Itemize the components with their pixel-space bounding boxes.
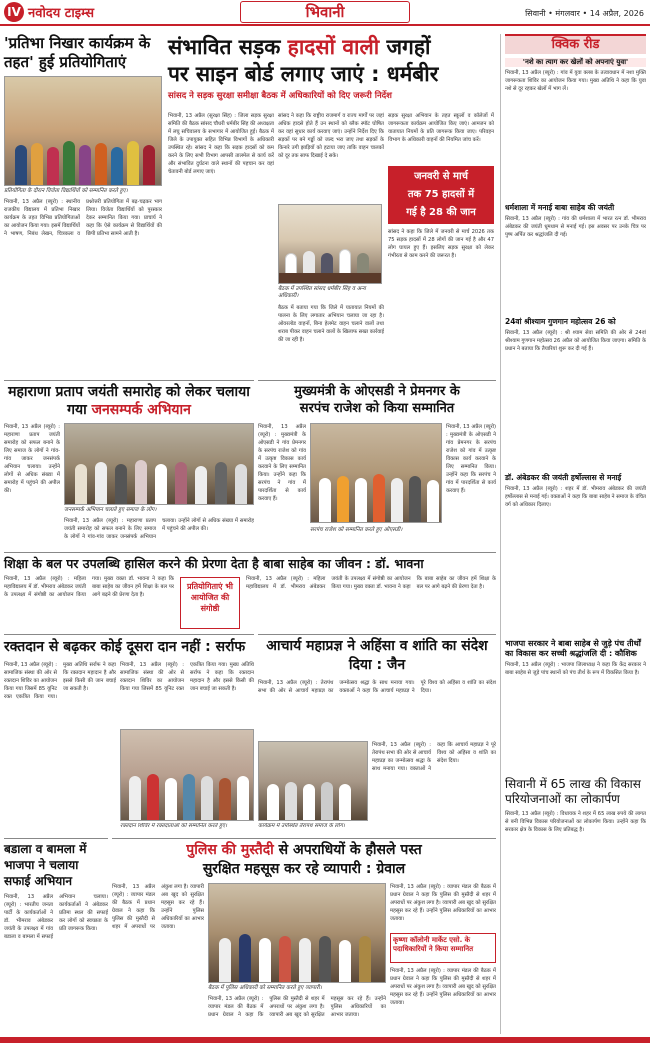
police-headline-a: से अपराधियों के हौसले पस्त: [278, 842, 422, 858]
top-headline-highlight: हादसों वाली: [287, 35, 380, 59]
page-footer-bar: [0, 1037, 650, 1043]
stat-box-line3: गई है 28 की जान: [406, 207, 476, 218]
top-story-caption: बैठक में उपस्थित सांसद धर्मबीर सिंह व अन्य अधिकारी।: [278, 286, 366, 299]
acharya-photo: [258, 741, 368, 821]
maharana-body-2: भिवानी, 13 अप्रैल (ब्यूरो) : महाराणा प्रताप जयंती समारोह को सफल बनाने के लिए समाज के लोगों ने गांव-गांव जाकर जनसंपर्क अभियान चलाया। उन्होंने लोगों से अधिक संख्या में समारोह में पहुंचने की अपील की।: [64, 518, 254, 540]
left-story-body: भिवानी, 13 अप्रैल (ब्यूरो) : स्थानीय राजकीय विद्यालय में प्रतिभा निखार कार्यक्रम के तहत विभिन्न प्रतियोगिताओं का आयोजन किया गया। इसमें विद्यार्थियों ने भाषण, निबंध लेखन, चित्रकला व प्रश्नोत्तरी प्रतियोगिता में बढ़-चढ़कर भाग लिया। विजेता विद्यार्थियों को पुरस्कार देकर सम्मानित किया गया। प्राचार्य ने कहा कि ऐसे कार्यक्रम से विद्यार्थियों की छिपी प्रतिभा सामने आती है।: [4, 199, 162, 237]
badla-body: भिवानी, 13 अप्रैल (ब्यूरो) : भारतीय जनता पार्टी के कार्यकर्ताओं ने डॉ. भीमराव अंबेडकर जयंती के उपलक्ष्य में गांव बडाला व बामला में सफाई अभियान चलाया। कार्यकर्ताओं ने अंबेडकर प्रतिमा स्थल की सफाई कर लोगों को स्वच्छता के प्रति जागरूक किया।: [4, 894, 108, 940]
cm-headline-b: सरपंच राजेश को किया सम्मानित: [299, 401, 455, 416]
top-headline-b: जगहों: [386, 35, 431, 59]
raktdaan-photo: [120, 729, 254, 821]
quick-read-item5-head: भाजपा सरकार ने बाबा साहेब से जुड़े पंच तीर्थों का विकास कर सच्ची श्रद्धांजलि दी : कौशिक: [505, 639, 641, 658]
shiksha-story: [4, 552, 496, 632]
cm-caption: सरपंच राजेश को सम्मानित करते हुए ओएसडी।: [310, 527, 403, 533]
cm-headline-a: मुख्यमंत्री के ओएसडी ने प्रेमनगर के: [294, 384, 460, 399]
shiksha-body-2: भिवानी, 13 अप्रैल (ब्यूरो) : महिला महाविद्यालय में डॉ. भीमराव अंबेडकर जयंती के उपलक्ष्य में संगोष्ठी का आयोजन किया गया। मुख्य वक्ता डॉ. भावना ने कहा कि बाबा साहेब का जीवन हमें शिक्षा के बल पर आगे बढ़ने की प्रेरणा देता है।: [246, 576, 496, 590]
cm-headline: [258, 383, 496, 417]
police-subhead: कृष्णा कॉलोनी मार्केट एसो. के पदाधिकारियों ने किया सम्मानित: [390, 933, 496, 963]
quick-read-item5-body: भिवानी, 13 अप्रैल (ब्यूरो) : भाजपा जिलाध्यक्ष ने कहा कि केंद्र सरकार ने बाबा साहेब से जुड़े पांच स्थानों को पंच तीर्थ के रूप में विकसित किया है।: [505, 662, 646, 676]
raktdaan-caption: रक्तदान शिविर में रक्तदाताओं को सम्मानित करते हुए।: [120, 823, 228, 829]
right-column: [500, 34, 646, 1034]
badla-story: [4, 838, 108, 1034]
top-story: [168, 34, 494, 374]
quick-read-item1-body: भिवानी, 13 अप्रैल (ब्यूरो) : गांव में युवा क्लब के तत्वावधान में नशा मुक्ति जागरूकता शिविर का आयोजन किया गया। मुख्य अतिथि ने कहा कि युवा नशे से दूर रहकर खेलों में भाग लें।: [505, 70, 646, 92]
acharya-body: भिवानी, 13 अप्रैल (ब्यूरो) : तेरापंथ सभा की ओर से आचार्य महाप्रज्ञ का जन्मोत्सव श्रद्धा के साथ मनाया गया। वक्ताओं ने कहा कि आचार्य महाप्रज्ञ ने पूरे विश्व को अहिंसा व शांति का संदेश दिया।: [258, 680, 496, 694]
badla-headline: बडाला व बामला में भाजपा ने चलाया सफाई अभियान: [4, 842, 87, 888]
stat-body: सांसद ने कहा कि जिले में जनवरी से मार्च 2026 तक 75 सड़क हादसों में 28 लोगों की जान गई है और 47 लोग घायल हुए हैं। इसलिए सड़क सुरक्षा को लेकर गंभीरता से काम करने की जरूरत है।: [388, 229, 494, 259]
maharana-photo: [64, 423, 254, 505]
police-body-2: भिवानी, 13 अप्रैल (ब्यूरो) : व्यापार मंडल की बैठक में प्रधान ग्रेवाल ने कहा कि पुलिस की मुस्तैदी से शहर में अपराधों पर अंकुश लगा है। व्यापारी अब खुद को सुरक्षित महसूस कर रहे हैं। उन्होंने पुलिस अधिकारियों का आभार जताया।: [208, 996, 386, 1018]
left-story-caption: प्रतियोगिता के दौरान विजेता विद्यार्थियों को सम्मानित करते हुए।: [4, 188, 128, 194]
police-headline-1: [112, 841, 496, 860]
left-story-headline: 'प्रतिभा निखार कार्यक्रम के तहत' हुई प्रतियोगिताएं: [4, 34, 151, 71]
maharana-caption: जनसम्पर्क अभियान चलाते हुए समाज के लोग।: [64, 507, 157, 513]
top-story-body-1: भिवानी, 13 अप्रैल (सुरक्षा सिंह) : जिला सड़क सुरक्षा समिति की बैठक सांसद चौधरी धर्मबीर सिंह की अध्यक्षता में लघु सचिवालय के सभागार में आयोजित हुई। बैठक में जिले के उपायुक्त सहित विभिन्न विभागों के अधिकारी उपस्थित रहे। सांसद ने कहा कि सड़क हादसों को कम करने के लिए सभी विभाग आपसी तालमेल से कार्य करें और संभावित दुर्घटना वाले स्थानों की पहचान कर वहां चेतावनी बोर्ड लगाए जाएं।: [168, 113, 274, 175]
quick-read-title: क्विक रीड: [505, 34, 646, 54]
left-story: [4, 34, 162, 374]
quick-read-item6-head: सिवानी में 65 लाख की विकास परियोजनाओं का लोकार्पण: [505, 777, 641, 806]
top-story-headline-2: पर साइन बोर्ड लगाए जाएं : धर्मबीर: [168, 62, 439, 86]
top-story-body-3: बैठक में बताया गया कि जिले में यातायात नियमों की पालना के लिए लगातार अभियान चलाया जा रहा है। ओवरलोड वाहनों, बिना हेलमेट वाहन चलाने वालों तथा शराब पीकर वाहन चलाने वालों के खिलाफ सख्त कार्रवाई की जा रही है।: [278, 305, 384, 343]
police-body-3: भिवानी, 13 अप्रैल (ब्यूरो) : व्यापार मंडल की बैठक में प्रधान ग्रेवाल ने कहा कि पुलिस की मुस्तैदी से शहर में अपराधों पर अंकुश लगा है। व्यापारी अब खुद को सुरक्षित महसूस कर रहे हैं। उन्होंने पुलिस अधिकारियों का आभार जताया।: [390, 884, 496, 922]
acharya-caption: कार्यक्रम में उपस्थित तेरापंथ समाज के लोग।: [258, 823, 345, 829]
shiksha-body: भिवानी, 13 अप्रैल (ब्यूरो) : महिला महाविद्यालय में डॉ. भीमराव अंबेडकर जयंती के उपलक्ष्य में संगोष्ठी का आयोजन किया गया। मुख्य वक्ता डॉ. भावना ने कहा कि बाबा साहेब का जीवन हमें शिक्षा के बल पर आगे बढ़ने की प्रेरणा देता है।: [4, 576, 174, 598]
police-headline-highlight: पुलिस की मुस्तैदी: [186, 842, 274, 858]
acharya-headline: आचार्य महाप्रज्ञ ने अहिंसा व शांति का संदेश दिया : जैन: [266, 638, 488, 673]
quick-read-item3-head: 24वां श्रीश्याम गुणगान महोत्सव 26 को: [505, 317, 616, 326]
stat-box: [388, 166, 494, 224]
maharana-headline-highlight: जनसम्पर्क अभियान: [91, 402, 191, 418]
quick-read-item4-head: डॉ. अंबेडकर की जयंती हर्षोल्लास से मनाई: [505, 473, 622, 482]
police-headline-2: सुरक्षित महसूस कर रहे व्यापारी : ग्रेवाल: [202, 861, 406, 877]
cm-story: [258, 380, 496, 550]
stat-box-line2: तक 75 हादसों में: [407, 189, 475, 200]
quick-read-item2-head: धर्मशाला में मनाई बाबा साहेब की जयंती: [505, 203, 615, 212]
stat-box-line1: जनवरी से मार्च: [414, 171, 468, 182]
section-title: भिवानी: [240, 1, 410, 23]
acharya-story: [258, 634, 496, 834]
police-body-4: भिवानी, 13 अप्रैल (ब्यूरो) : व्यापार मंडल की बैठक में प्रधान ग्रेवाल ने कहा कि पुलिस की मुस्तैदी से शहर में अपराधों पर अंकुश लगा है। व्यापारी अब खुद को सुरक्षित महसूस कर रहे हैं। उन्होंने पुलिस अधिकारियों का आभार जताया।: [390, 968, 496, 1006]
masthead-logo: नवोदय टाइम्स: [28, 6, 95, 21]
top-story-photo: [278, 204, 382, 284]
cm-body: भिवानी, 13 अप्रैल (ब्यूरो) : मुख्यमंत्री के ओएसडी ने गांव प्रेमनगर के सरपंच राजेश को गांव में उत्कृष्ट विकास कार्य करवाने के लिए सम्मानित किया। उन्होंने कहा कि सरपंच ने गांव में पारदर्शिता से कार्य करवाए हैं।: [258, 424, 306, 502]
cm-photo: [310, 423, 442, 523]
police-story: [112, 838, 496, 1034]
page-number: IV: [4, 2, 24, 22]
quick-read-item1-head: 'नशे का त्याग कर खेलों को अपनाएं युवा': [505, 58, 646, 67]
quick-read-item6-body: सिवानी, 13 अप्रैल (ब्यूरो) : विधायक ने शहर में 65 लाख रुपये की लागत से बनी विभिन्न विकास परियोजनाओं का लोकार्पण किया। उन्होंने कहा कि सरकार क्षेत्र के विकास के लिए प्रतिबद्ध है।: [505, 811, 646, 833]
raktdaan-story: [4, 634, 254, 834]
maharana-story: [4, 380, 254, 550]
police-body: भिवानी, 13 अप्रैल (ब्यूरो) : व्यापार मंडल की बैठक में प्रधान ग्रेवाल ने कहा कि पुलिस की मुस्तैदी से शहर में अपराधों पर अंकुश लगा है। व्यापारी अब खुद को सुरक्षित महसूस कर रहे हैं। उन्होंने पुलिस अधिकारियों का आभार जताया।: [112, 884, 204, 930]
top-story-body-4: सड़क सुरक्षा अभियान के तहत स्कूलों व कॉलेजों में जागरूकता कार्यक्रम आयोजित किए जाएं। आमजन को यातायात नियमों के प्रति जागरूक किया जाए। परिवहन विभाग के अधिकारी वाहनों की नियमित जांच करें।: [388, 113, 494, 143]
quick-read-item2-body: सिवानी, 13 अप्रैल (ब्यूरो) : गांव की धर्मशाला में भारत रत्न डॉ. भीमराव अंबेडकर की जयंती धूमधाम से मनाई गई। इस अवसर पर उनके चित्र पर पुष्प अर्पित कर श्रद्धांजलि दी गई।: [505, 216, 646, 238]
maharana-headline: [4, 383, 254, 419]
acharya-body-2: भिवानी, 13 अप्रैल (ब्यूरो) : तेरापंथ सभा की ओर से आचार्य महाप्रज्ञ का जन्मोत्सव श्रद्धा के साथ मनाया गया। वक्ताओं ने कहा कि आचार्य महाप्रज्ञ ने पूरे विश्व को अहिंसा व शांति का संदेश दिया।: [372, 742, 496, 772]
top-headline-a: संभावित सड़क: [168, 35, 281, 59]
top-story-body-2: सांसद ने कहा कि राष्ट्रीय राजमार्ग व राज्य मार्गों पर जहां अधिक हादसे होते हैं उन स्थानों को ब्लैक स्पॉट घोषित कर वहां सुधार कार्य करवाए जाएं। उन्होंने निर्देश दिए कि सड़कों पर बने गड्ढों को जल्द भरा जाए तथा सड़कों के किनारे उगी झाड़ियों को हटाया जाए ताकि वाहन चालकों को दूर तक साफ दिखाई दे सके।: [278, 113, 384, 159]
raktdaan-headline: रक्तदान से बढ़कर कोई दूसरा दान नहीं : सर्राफ: [4, 639, 246, 655]
quick-read-item4-body: भिवानी, 13 अप्रैल (ब्यूरो) : शहर में डॉ. भीमराव अंबेडकर की जयंती हर्षोल्लास से मनाई गई। वक्ताओं ने कहा कि बाबा साहेब ने समाज के वंचित वर्ग को अधिकार दिलाए।: [505, 486, 646, 508]
left-story-photo: [4, 76, 162, 186]
police-caption: बैठक में पुलिस अधिकारी को सम्मानित करते हुए व्यापारी।: [208, 985, 322, 991]
maharana-body: भिवानी, 13 अप्रैल (ब्यूरो) : महाराणा प्रताप जयंती समारोह को सफल बनाने के लिए समाज के लोगों ने गांव-गांव जाकर जनसंपर्क अभियान चलाया। उन्होंने लोगों से अधिक संख्या में समारोह में पहुंचने की अपील की।: [4, 424, 60, 494]
raktdaan-body-2: भिवानी, 13 अप्रैल (ब्यूरो) : सामाजिक संस्था की ओर से रक्तदान शिविर का आयोजन किया गया जिसमें 85 यूनिट रक्त एकत्रित किया गया। मुख्य अतिथि सर्राफ ने कहा कि रक्तदान महादान है और इससे किसी की जान बचाई जा सकती है।: [120, 662, 254, 692]
top-story-headline-1: [168, 34, 494, 60]
raktdaan-body: भिवानी, 13 अप्रैल (ब्यूरो) : सामाजिक संस्था की ओर से रक्तदान शिविर का आयोजन किया गया जिसमें 85 यूनिट रक्त एकत्रित किया गया। मुख्य अतिथि सर्राफ ने कहा कि रक्तदान महादान है और इससे किसी की जान बचाई जा सकती है।: [4, 662, 116, 700]
maharana-headline-a: महाराणा प्रताप जयंती समारोह को लेकर चलाया गया: [8, 384, 250, 418]
shiksha-inset: प्रतियोगिताएं भी आयोजित की संगोष्ठी: [180, 577, 240, 629]
police-photo: [208, 883, 386, 983]
shiksha-headline: शिक्षा के बल पर उपलब्धि हासिल करने की प्रेरणा देता है बाबा साहेब का जीवन : डॉ. भावना: [4, 556, 424, 571]
dateline: सिवानी • मंगलवार • 14 अप्रैल, 2026: [525, 9, 644, 18]
quick-read-item3-body: सिवानी, 13 अप्रैल (ब्यूरो) : श्री श्याम सेवा समिति की ओर से 24वां श्रीश्याम गुणगान महोत्सव 26 अप्रैल को आयोजित किया जाएगा। समिति के प्रधान ने बताया कि तैयारियां शुरू कर दी गई हैं।: [505, 330, 646, 352]
top-story-subhead: सांसद ने सड़क सुरक्षा समीक्षा बैठक में अधिकारियों को दिए जरूरी निर्देश: [168, 91, 392, 101]
cm-body-2: भिवानी, 13 अप्रैल (ब्यूरो) : मुख्यमंत्री के ओएसडी ने गांव प्रेमनगर के सरपंच राजेश को गांव में उत्कृष्ट विकास कार्य करवाने के लिए सम्मानित किया। उन्होंने कहा कि सरपंच ने गांव में पारदर्शिता से कार्य करवाए हैं।: [446, 424, 496, 494]
